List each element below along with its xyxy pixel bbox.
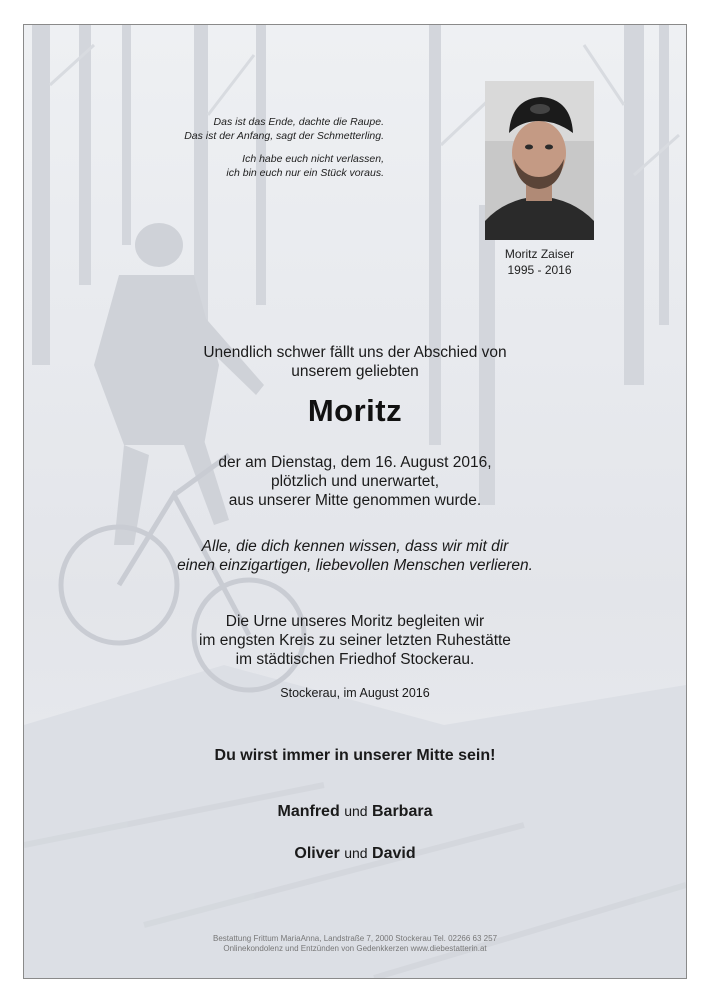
death-line: der am Dienstag, dem 16. August 2016, xyxy=(218,454,492,471)
portrait-caption xyxy=(485,246,594,278)
epigraph-quote xyxy=(154,115,384,189)
quote-line: Das ist der Anfang, sagt der Schmetterling. xyxy=(184,130,384,142)
mourner-name: David xyxy=(372,845,416,862)
deceased-name: Moritz xyxy=(307,393,403,428)
quote-line: ich bin euch nur ein Stück voraus. xyxy=(226,167,384,179)
urn-line: Die Urne unseres Moritz begleiten wir xyxy=(225,613,485,630)
quote-line: Das ist das Ende, dachte die Raupe. xyxy=(213,116,384,128)
verse-line: Alle, die dich kennen wissen, dass wir mit dir xyxy=(201,538,509,555)
mourner-name: Barbara xyxy=(372,803,433,820)
footer-line: Bestattung Frittum MariaAnna, Landstraße 7, 2000 Stockerau Tel. 02266 63 257 xyxy=(212,934,498,943)
portrait-name: Moritz Zaiser xyxy=(504,247,575,261)
obituary-sheet xyxy=(23,24,687,979)
intro-line: Unendlich schwer fällt uns der Abschied von xyxy=(203,344,507,361)
mourners-row xyxy=(24,845,686,863)
intro-text xyxy=(24,343,686,381)
closing-line: Du wirst immer in unserer Mitte sein! xyxy=(214,747,496,764)
quote-line: Ich habe euch nicht verlassen, xyxy=(242,153,384,165)
portrait-years: 1995 - 2016 xyxy=(507,263,572,277)
mourner-conjunction: und xyxy=(344,845,368,861)
mourner-name: Manfred xyxy=(277,803,340,820)
footer-line: Onlinekondolenz und Entzünden von Gedenkkerzen www.diebestatterin.at xyxy=(223,944,487,953)
funeral-home-footer xyxy=(24,934,686,954)
mourners-row xyxy=(24,803,686,821)
death-line: plötzlich und unerwartet, xyxy=(270,473,439,490)
urn-line: im städtischen Friedhof Stockerau. xyxy=(235,651,475,668)
death-line: aus unserer Mitte genommen wurde. xyxy=(228,492,482,509)
memorial-verse xyxy=(24,537,686,575)
urn-line: im engsten Kreis zu seiner letzten Ruhestätte xyxy=(199,632,511,649)
urn-burial-notice xyxy=(24,612,686,669)
place-date: Stockerau, im August 2016 xyxy=(280,686,430,700)
mourner-name: Oliver xyxy=(294,845,340,862)
death-announcement xyxy=(24,453,686,510)
verse-line: einen einzigartigen, liebevollen Menschen verlieren. xyxy=(177,557,533,574)
portrait-photo xyxy=(485,81,594,240)
intro-line: unserem geliebten xyxy=(291,363,419,380)
mourner-conjunction: und xyxy=(344,803,368,819)
